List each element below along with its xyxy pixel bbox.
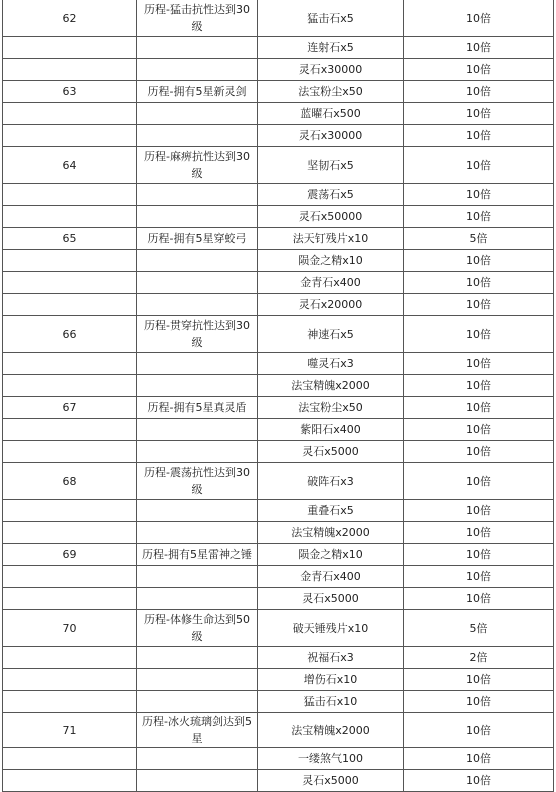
table-row — [3, 441, 554, 463]
reward-item-cell: 猛击石x5 — [258, 0, 404, 37]
reward-item-cell: 法宝粉尘x50 — [258, 397, 404, 419]
reward-item-cell: 破阵石x3 — [258, 463, 404, 500]
task-cell — [137, 272, 258, 294]
reward-item-cell: 法宝精魄x2000 — [258, 522, 404, 544]
row-number-cell: 70 — [3, 610, 137, 647]
multiplier-cell: 10倍 — [404, 691, 554, 713]
reward-item-cell: 灵石x30000 — [258, 125, 404, 147]
task-cell — [137, 588, 258, 610]
table-row — [3, 184, 554, 206]
table-row — [3, 316, 554, 353]
table-row — [3, 588, 554, 610]
row-number-cell — [3, 375, 137, 397]
task-cell — [137, 375, 258, 397]
reward-item-cell: 震荡石x5 — [258, 184, 404, 206]
task-cell — [137, 206, 258, 228]
reward-item-cell: 灵石x30000 — [258, 59, 404, 81]
multiplier-cell: 10倍 — [404, 375, 554, 397]
multiplier-cell: 5倍 — [404, 228, 554, 250]
multiplier-cell: 10倍 — [404, 294, 554, 316]
reward-item-cell: 灵石x5000 — [258, 770, 404, 792]
task-cell: 历程-贯穿抗性达到30级 — [137, 316, 258, 353]
table-row — [3, 375, 554, 397]
row-number-cell — [3, 669, 137, 691]
multiplier-cell: 10倍 — [404, 272, 554, 294]
table-row — [3, 0, 554, 37]
table-row — [3, 647, 554, 669]
reward-item-cell: 灵石x5000 — [258, 588, 404, 610]
reward-item-cell: 法宝精魄x2000 — [258, 713, 404, 748]
row-number-cell: 62 — [3, 0, 137, 37]
table-row — [3, 544, 554, 566]
multiplier-cell: 10倍 — [404, 522, 554, 544]
row-number-cell: 67 — [3, 397, 137, 419]
table-row — [3, 59, 554, 81]
row-number-cell — [3, 125, 137, 147]
table-row — [3, 566, 554, 588]
reward-table-body — [3, 0, 554, 792]
table-row — [3, 125, 554, 147]
task-cell: 历程-冰火琉璃剑达到5星 — [137, 713, 258, 748]
task-cell — [137, 59, 258, 81]
reward-item-cell: 法宝精魄x2000 — [258, 375, 404, 397]
task-cell: 历程-猛击抗性达到30级 — [137, 0, 258, 37]
multiplier-cell: 10倍 — [404, 588, 554, 610]
reward-table — [2, 0, 554, 792]
table-row — [3, 669, 554, 691]
row-number-cell — [3, 250, 137, 272]
table-row — [3, 206, 554, 228]
reward-item-cell: 猛击石x10 — [258, 691, 404, 713]
task-cell: 历程-拥有5星新灵剑 — [137, 81, 258, 103]
table-row — [3, 81, 554, 103]
reward-item-cell: 紫阳石x400 — [258, 419, 404, 441]
task-cell — [137, 647, 258, 669]
multiplier-cell: 10倍 — [404, 419, 554, 441]
multiplier-cell: 10倍 — [404, 500, 554, 522]
task-cell: 历程-震荡抗性达到30级 — [137, 463, 258, 500]
row-number-cell: 71 — [3, 713, 137, 748]
table-row — [3, 691, 554, 713]
task-cell — [137, 748, 258, 770]
task-cell — [137, 500, 258, 522]
row-number-cell — [3, 647, 137, 669]
table-row — [3, 228, 554, 250]
reward-item-cell: 陨金之精x10 — [258, 544, 404, 566]
reward-item-cell: 陨金之精x10 — [258, 250, 404, 272]
multiplier-cell: 10倍 — [404, 184, 554, 206]
multiplier-cell: 10倍 — [404, 353, 554, 375]
task-cell — [137, 250, 258, 272]
multiplier-cell: 10倍 — [404, 103, 554, 125]
multiplier-cell: 10倍 — [404, 544, 554, 566]
reward-item-cell: 蓝曜石x500 — [258, 103, 404, 125]
reward-item-cell: 法宝粉尘x50 — [258, 81, 404, 103]
table-row — [3, 37, 554, 59]
task-cell — [137, 522, 258, 544]
reward-item-cell: 坚韧石x5 — [258, 147, 404, 184]
table-row — [3, 610, 554, 647]
row-number-cell — [3, 588, 137, 610]
multiplier-cell: 10倍 — [404, 316, 554, 353]
reward-item-cell: 增伤石x10 — [258, 669, 404, 691]
table-row — [3, 748, 554, 770]
multiplier-cell: 10倍 — [404, 147, 554, 184]
row-number-cell: 69 — [3, 544, 137, 566]
row-number-cell: 68 — [3, 463, 137, 500]
table-row — [3, 713, 554, 748]
row-number-cell — [3, 441, 137, 463]
multiplier-cell: 10倍 — [404, 206, 554, 228]
row-number-cell — [3, 37, 137, 59]
task-cell — [137, 184, 258, 206]
multiplier-cell: 10倍 — [404, 669, 554, 691]
multiplier-cell: 5倍 — [404, 610, 554, 647]
reward-item-cell: 重叠石x5 — [258, 500, 404, 522]
table-row — [3, 397, 554, 419]
row-number-cell — [3, 353, 137, 375]
table-row — [3, 419, 554, 441]
multiplier-cell: 10倍 — [404, 566, 554, 588]
table-row — [3, 103, 554, 125]
multiplier-cell: 10倍 — [404, 397, 554, 419]
row-number-cell — [3, 272, 137, 294]
task-cell: 历程-拥有5星真灵盾 — [137, 397, 258, 419]
task-cell: 历程-拥有5星雷神之锤 — [137, 544, 258, 566]
multiplier-cell: 10倍 — [404, 441, 554, 463]
multiplier-cell: 2倍 — [404, 647, 554, 669]
reward-item-cell: 灵石x5000 — [258, 441, 404, 463]
reward-item-cell: 灵石x50000 — [258, 206, 404, 228]
task-cell: 历程-拥有5星穿蛟弓 — [137, 228, 258, 250]
row-number-cell — [3, 748, 137, 770]
multiplier-cell: 10倍 — [404, 250, 554, 272]
reward-item-cell: 金青石x400 — [258, 272, 404, 294]
task-cell — [137, 566, 258, 588]
task-cell: 历程-体修生命达到50级 — [137, 610, 258, 647]
row-number-cell: 64 — [3, 147, 137, 184]
task-cell — [137, 419, 258, 441]
task-cell — [137, 441, 258, 463]
multiplier-cell: 10倍 — [404, 463, 554, 500]
table-row — [3, 353, 554, 375]
reward-table-container — [2, 0, 554, 792]
row-number-cell — [3, 522, 137, 544]
task-cell: 历程-麻痹抗性达到30级 — [137, 147, 258, 184]
table-row — [3, 147, 554, 184]
multiplier-cell: 10倍 — [404, 748, 554, 770]
row-number-cell: 65 — [3, 228, 137, 250]
reward-item-cell: 灵石x20000 — [258, 294, 404, 316]
multiplier-cell: 10倍 — [404, 125, 554, 147]
row-number-cell — [3, 566, 137, 588]
multiplier-cell: 10倍 — [404, 59, 554, 81]
table-row — [3, 522, 554, 544]
reward-item-cell: 噬灵石x3 — [258, 353, 404, 375]
reward-item-cell: 一缕煞气100 — [258, 748, 404, 770]
row-number-cell: 63 — [3, 81, 137, 103]
task-cell — [137, 125, 258, 147]
task-cell — [137, 691, 258, 713]
row-number-cell — [3, 59, 137, 81]
row-number-cell — [3, 294, 137, 316]
row-number-cell — [3, 500, 137, 522]
multiplier-cell: 10倍 — [404, 81, 554, 103]
multiplier-cell: 10倍 — [404, 713, 554, 748]
reward-item-cell: 神速石x5 — [258, 316, 404, 353]
table-row — [3, 500, 554, 522]
task-cell — [137, 353, 258, 375]
row-number-cell: 66 — [3, 316, 137, 353]
multiplier-cell: 10倍 — [404, 0, 554, 37]
table-row — [3, 250, 554, 272]
task-cell — [137, 37, 258, 59]
reward-item-cell: 法天钉残片x10 — [258, 228, 404, 250]
row-number-cell — [3, 184, 137, 206]
table-row — [3, 272, 554, 294]
row-number-cell — [3, 691, 137, 713]
table-row — [3, 294, 554, 316]
table-row — [3, 463, 554, 500]
multiplier-cell: 10倍 — [404, 770, 554, 792]
task-cell — [137, 294, 258, 316]
reward-item-cell: 连射石x5 — [258, 37, 404, 59]
reward-item-cell: 破天锤残片x10 — [258, 610, 404, 647]
row-number-cell — [3, 206, 137, 228]
row-number-cell — [3, 103, 137, 125]
reward-item-cell: 金青石x400 — [258, 566, 404, 588]
multiplier-cell: 10倍 — [404, 37, 554, 59]
reward-item-cell: 祝福石x3 — [258, 647, 404, 669]
task-cell — [137, 669, 258, 691]
task-cell — [137, 103, 258, 125]
row-number-cell — [3, 419, 137, 441]
